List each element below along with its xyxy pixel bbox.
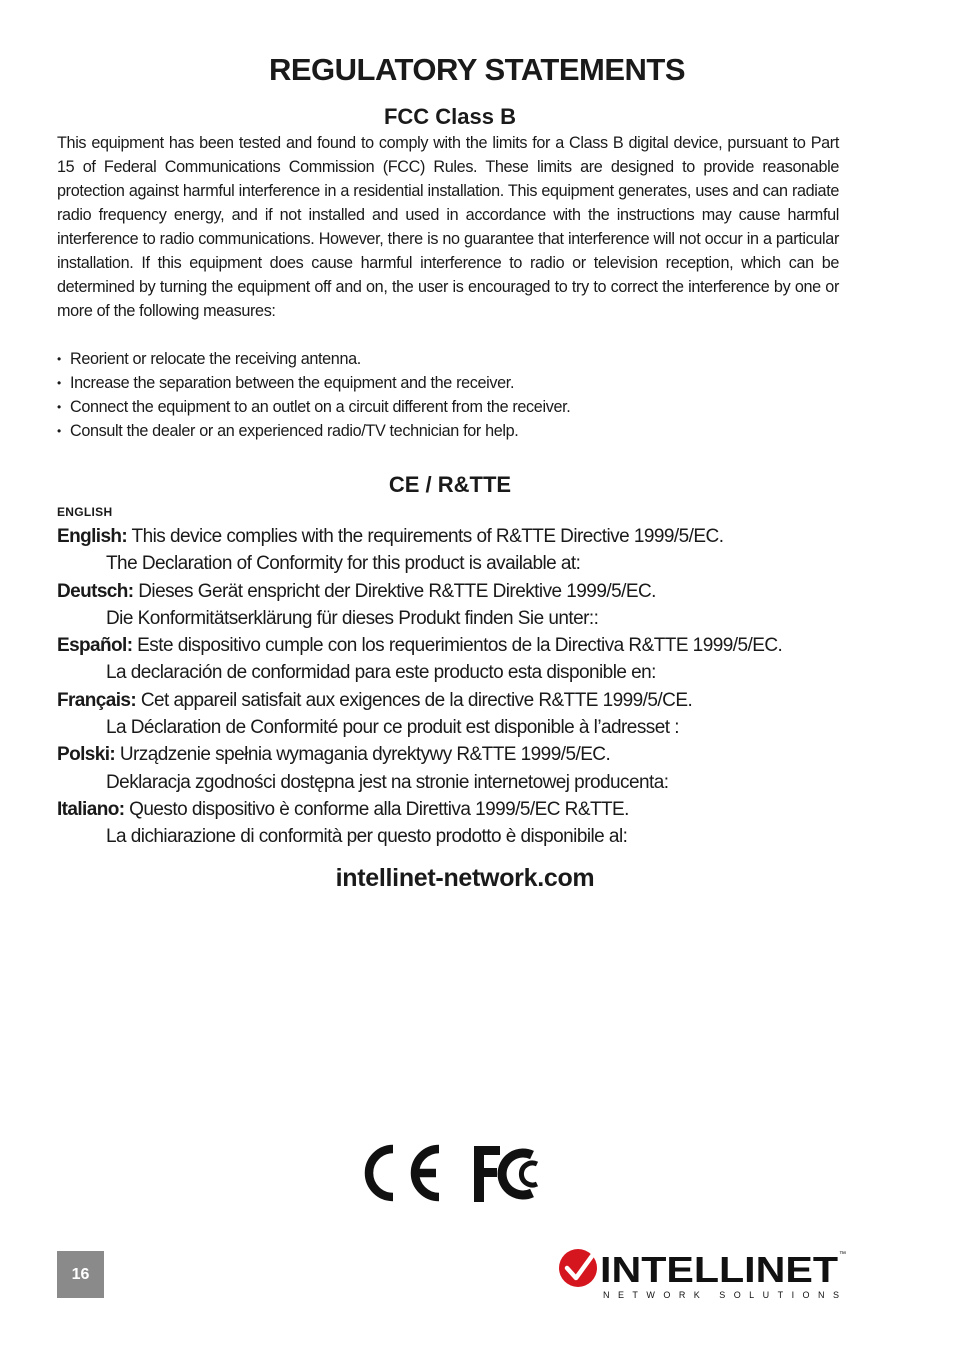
fcc-heading: FCC Class B xyxy=(383,104,517,129)
page-number: 16 xyxy=(57,1251,104,1298)
list-item: • Connect the equipment to an outlet on a circuit different from the receiver. xyxy=(57,395,570,419)
website-link: intellinet-network.com xyxy=(335,864,595,892)
list-item: • Consult the dealer or an experienced radio/TV technician for help. xyxy=(57,419,570,443)
statement-continuation: La declaración de conformidad para este producto esta disponible en: xyxy=(106,662,656,684)
language-label: Deutsch: xyxy=(57,580,134,602)
language-statement xyxy=(57,578,857,605)
statement-text: Cet appareil satisfait aux exigences de la directive R&TTE 1999/5/CE. xyxy=(140,689,693,711)
fcc-mark-icon xyxy=(474,1146,537,1202)
logo-tagline: NETWORK SOLUTIONS xyxy=(603,1290,839,1300)
statement-continuation: The Declaration of Conformity for this product is available at: xyxy=(106,553,581,575)
fcc-measures-list xyxy=(57,347,570,443)
language-label: Français: xyxy=(57,689,137,711)
list-item: • Increase the separation between the equipment and the receiver. xyxy=(57,371,570,395)
statement-text: Dieses Gerät enspricht der Direktive R&TTE Direktive 1999/5/EC. xyxy=(138,580,656,602)
statement-text: Urządzenie spełnia wymagania dyrektywy R&TTE 1999/5/EC. xyxy=(119,744,611,766)
language-label: English: xyxy=(57,526,128,547)
statement-text: Questo dispositivo è conforme alla Direttiva 1999/5/EC R&TTE. xyxy=(129,798,629,820)
statement-continuation: Deklaracja zgodności dostępna jest na stronie internetowej producenta: xyxy=(106,771,669,793)
language-caption: ENGLISH xyxy=(57,505,113,519)
statement-continuation: La dichiarazione di conformità per questo prodotto è disponibile al: xyxy=(106,826,628,848)
ce-mark-icon xyxy=(369,1149,439,1197)
language-statement xyxy=(57,523,857,550)
intellinet-check-icon xyxy=(559,1249,597,1287)
language-statement xyxy=(57,687,857,714)
language-label: Italiano: xyxy=(57,798,125,820)
language-label: Polski: xyxy=(57,744,116,766)
ce-heading: CE / R&TTE xyxy=(388,472,512,497)
intellinet-logo xyxy=(556,1244,846,1304)
trademark-symbol: ™ xyxy=(839,1251,846,1258)
logo-brand-text: INTELLINET xyxy=(600,1249,839,1290)
list-item: • Reorient or relocate the receiving antenna. xyxy=(57,347,570,371)
language-statement xyxy=(57,741,857,768)
page-title: REGULATORY STATEMENTS xyxy=(268,52,686,87)
language-statement xyxy=(57,632,857,659)
fcc-paragraph: This equipment has been tested and found to comply with the limits for a Class B digital device, pursuant to Part 15 of Federal Communications Commission (FCC) Rules. These limits are designed to provide reasonable protection against harmful interference in a residential installation. This equipment generates, uses and can radiate radio frequency energy, and if not installed and used in accordance with the instructions may cause harmful interference to radio communications. However, there is no guarantee that interference will not occur in a particular installation. If this equipment does cause harmful interference to radio or television reception, which can be determined by turning the equipment off and on, the user is encouraged to try to correct the interference by one or more of the following measures: xyxy=(57,134,839,320)
language-label: Español: xyxy=(57,635,133,657)
ce-language-statements xyxy=(57,523,857,851)
statement-continuation: La Déclaration de Conformité pour ce produit est disponible à l’adresset : xyxy=(106,717,679,739)
language-statement xyxy=(57,796,857,823)
certification-marks xyxy=(360,1140,560,1206)
statement-text: Este dispositivo cumple con los requerimientos de la Directiva R&TTE 1999/5/EC. xyxy=(137,635,783,657)
statement-continuation: Die Konformitätserklärung für dieses Produkt finden Sie unter:: xyxy=(106,607,599,629)
statement-text: This device complies with the requirements of R&TTE Directive 1999/5/EC. xyxy=(131,526,724,547)
